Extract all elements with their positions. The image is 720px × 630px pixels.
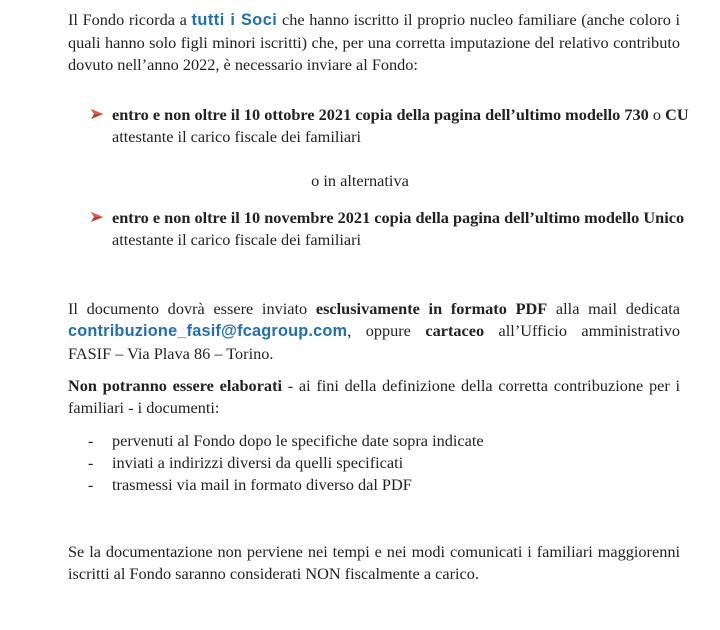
delivery-part1: Il documento dovrà essere inviato: [68, 299, 316, 318]
deadline-2-rest: attestante il carico fiscale dei familiari: [112, 229, 362, 249]
deadline-1-bold2: CU: [665, 105, 689, 124]
dash-bullet: -: [88, 431, 94, 450]
deadline-item-2: [90, 207, 690, 251]
delivery-paragraph: [68, 298, 680, 364]
dash-bullet: -: [88, 452, 94, 472]
deadline-2-bold: entro e non oltre il 10 novembre 2021 copia della pagina dell’ultimo modello Unico: [112, 208, 685, 227]
notice-rest: - ai fini della definizione della corretta contribuzione per i familiari - i documenti:: [68, 376, 680, 417]
deadline-1-rest: attestante il carico fiscale dei familiari: [112, 126, 362, 146]
delivery-paper: cartaceo: [425, 320, 485, 340]
conditions-list: [88, 430, 648, 495]
notice-bold: Non potranno essere elaborati: [68, 376, 283, 395]
list-item: [88, 474, 648, 496]
arrow-bullet-icon: [90, 210, 104, 224]
condition-text: inviati a indirizzi diversi da quelli specificati: [112, 452, 404, 472]
intro-part1: Il Fondo ricorda a: [68, 10, 192, 29]
arrow-bullet-icon: [90, 107, 104, 121]
delivery-format: esclusivamente in formato PDF: [315, 299, 548, 318]
list-item: [88, 430, 648, 452]
delivery-part3: , oppure: [347, 320, 426, 340]
delivery-part2: alla mail dedicata: [547, 299, 680, 318]
deadline-item-1: [90, 104, 690, 148]
notice-paragraph: [68, 375, 680, 419]
list-item: [88, 452, 648, 474]
deadline-1-bold: entro e non oltre il 10 ottobre 2021 copia della pagina dell’ultimo modello 730: [112, 105, 649, 124]
condition-text: trasmessi via mail in formato diverso dal PDF: [112, 474, 412, 494]
intro-part2: che hanno iscritto il proprio nucleo familiare (anche coloro i quali hanno solo figli minori iscritti) che, per una corretta imputazione del relativo contributo dovuto nell’anno 2022, è necessario inviare al Fondo:: [68, 10, 681, 74]
conclusion-paragraph: Se la documentazione non perviene nei tempi e nei modi comunicati i familiari maggiorenni iscritti al Fondo saranno considerati NON fiscalmente a carico.: [68, 542, 680, 583]
intro-highlight: tutti i Soci: [191, 11, 278, 29]
email-link[interactable]: contribuzione_fasif@fcagroup.com: [68, 321, 348, 340]
dash-bullet: -: [88, 474, 94, 494]
deadline-1-mid: o: [648, 105, 666, 124]
intro-paragraph: [68, 9, 680, 75]
condition-text: pervenuti al Fondo dopo le specifiche date sopra indicate: [112, 431, 484, 450]
alternative-label: o in alternativa: [311, 171, 409, 190]
delivery-part4: all’Ufficio amministrativo FASIF – Via Plava 86 – Torino.: [68, 320, 680, 363]
